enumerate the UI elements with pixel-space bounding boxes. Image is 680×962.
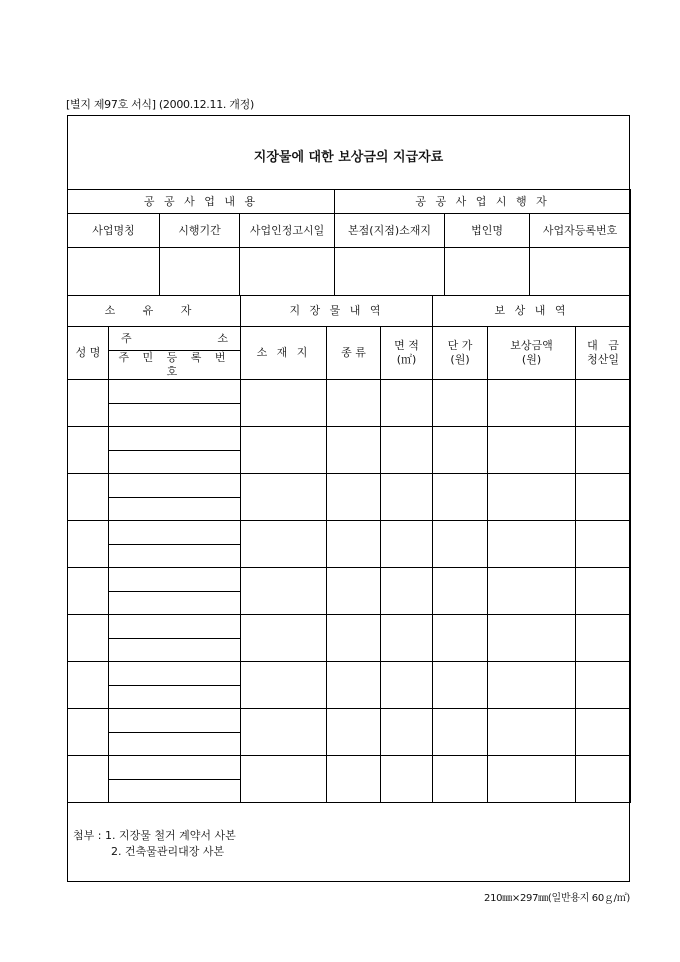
area-cell[interactable] <box>381 380 433 427</box>
project-table <box>67 189 631 296</box>
area-cell[interactable] <box>381 521 433 568</box>
owner-address-cell[interactable] <box>109 474 241 498</box>
owner-address-cell[interactable] <box>109 427 241 451</box>
comp-amount-cell[interactable] <box>488 474 576 521</box>
area-header <box>381 327 433 380</box>
location-cell[interactable] <box>241 568 327 615</box>
owner-name-cell[interactable] <box>68 427 109 474</box>
area-cell[interactable] <box>381 709 433 756</box>
payment-date-cell[interactable] <box>576 474 631 521</box>
owner-address-cell[interactable] <box>109 380 241 404</box>
unit-price-cell[interactable] <box>433 380 488 427</box>
unit-price-cell[interactable] <box>433 662 488 709</box>
table-row <box>68 756 631 780</box>
owner-resident-no-cell[interactable] <box>109 592 241 615</box>
kind-cell[interactable] <box>327 568 381 615</box>
location-cell[interactable] <box>241 521 327 568</box>
location-cell[interactable] <box>241 474 327 521</box>
unit-price-header <box>433 327 488 380</box>
project-name-header: 사업명칭 <box>68 214 160 248</box>
comp-amount-header-a: 보상금액 <box>510 339 553 352</box>
table-row <box>68 568 631 592</box>
project-notice-date-cell[interactable] <box>240 248 335 296</box>
owner-name-cell[interactable] <box>68 709 109 756</box>
owner-resident-no-cell[interactable] <box>109 545 241 568</box>
owner-name-cell[interactable] <box>68 756 109 803</box>
unit-price-cell[interactable] <box>433 427 488 474</box>
comp-amount-header <box>488 327 576 380</box>
table-row <box>68 380 631 404</box>
kind-cell[interactable] <box>327 427 381 474</box>
owner-resident-no-cell[interactable] <box>109 686 241 709</box>
owner-address-cell[interactable] <box>109 568 241 592</box>
location-cell[interactable] <box>241 662 327 709</box>
payment-date-header <box>576 327 631 380</box>
comp-amount-cell[interactable] <box>488 662 576 709</box>
location-cell[interactable] <box>241 380 327 427</box>
project-period-cell[interactable] <box>160 248 240 296</box>
location-cell[interactable] <box>241 615 327 662</box>
owner-address-cell[interactable] <box>109 521 241 545</box>
comp-amount-cell[interactable] <box>488 380 576 427</box>
owner-resident-no-cell[interactable] <box>109 404 241 427</box>
area-header-a: 면 적 <box>394 339 419 352</box>
address-header-b: 소 <box>217 331 228 345</box>
business-reg-no-header: 사업자등록번호 <box>530 214 631 248</box>
unit-price-header-a: 단 가 <box>447 339 473 352</box>
project-notice-date-header: 사업인정고시일 <box>240 214 335 248</box>
project-content-header: 공 공 사 업 내 용 <box>68 190 335 214</box>
address-header <box>109 327 241 351</box>
owner-header: 소 유 자 <box>68 296 241 327</box>
kind-cell[interactable] <box>327 521 381 568</box>
owner-name-cell[interactable] <box>68 568 109 615</box>
resident-no-header: 주 민 등 록 번 호 <box>109 351 241 380</box>
payment-date-cell[interactable] <box>576 709 631 756</box>
location-cell[interactable] <box>241 427 327 474</box>
detail-table <box>67 295 631 803</box>
kind-cell[interactable] <box>327 474 381 521</box>
table-row <box>68 709 631 733</box>
comp-amount-cell[interactable] <box>488 427 576 474</box>
payment-date-header-a: 대 금 <box>587 339 619 352</box>
form-title: 지장물에 대한 보상금의 지급자료 <box>253 150 444 165</box>
kind-cell[interactable] <box>327 756 381 803</box>
project-operator-header: 공 공 사 업 시 행 자 <box>335 190 631 214</box>
unit-price-cell[interactable] <box>433 521 488 568</box>
comp-amount-cell[interactable] <box>488 756 576 803</box>
table-row <box>68 474 631 498</box>
kind-cell[interactable] <box>327 615 381 662</box>
form-header: [별지 제97호 서식] (2000.12.11. 개정) <box>66 98 254 111</box>
corporation-name-cell[interactable] <box>445 248 530 296</box>
comp-amount-cell[interactable] <box>488 521 576 568</box>
owner-address-cell[interactable] <box>109 662 241 686</box>
location-header: 소 재 지 <box>241 327 327 380</box>
owner-address-cell[interactable] <box>109 709 241 733</box>
payment-date-cell[interactable] <box>576 427 631 474</box>
unit-price-cell[interactable] <box>433 756 488 803</box>
name-header: 성 명 <box>68 327 109 380</box>
comp-amount-cell[interactable] <box>488 568 576 615</box>
unit-price-cell[interactable] <box>433 474 488 521</box>
unit-price-cell[interactable] <box>433 615 488 662</box>
location-cell[interactable] <box>241 709 327 756</box>
payment-date-header-b: 청산일 <box>587 353 619 366</box>
owner-name-cell[interactable] <box>68 662 109 709</box>
kind-cell[interactable] <box>327 380 381 427</box>
owner-address-cell[interactable] <box>109 756 241 780</box>
table-row <box>68 615 631 639</box>
owner-name-cell[interactable] <box>68 380 109 427</box>
table-row <box>68 521 631 545</box>
unit-price-cell[interactable] <box>433 568 488 615</box>
compensation-header: 보 상 내 역 <box>433 296 631 327</box>
table-row <box>68 662 631 686</box>
area-cell[interactable] <box>381 427 433 474</box>
payment-date-cell[interactable] <box>576 615 631 662</box>
area-cell[interactable] <box>381 568 433 615</box>
owner-resident-no-cell[interactable] <box>109 451 241 474</box>
comp-amount-header-b: (원) <box>521 353 542 366</box>
kind-header: 종 류 <box>327 327 381 380</box>
unit-price-cell[interactable] <box>433 709 488 756</box>
paper-spec: 210㎜×297㎜(일반용지 60ｇ/㎡) <box>484 893 630 904</box>
area-cell[interactable] <box>381 474 433 521</box>
owner-name-cell[interactable] <box>68 521 109 568</box>
form-frame <box>67 115 630 882</box>
owner-address-cell[interactable] <box>109 615 241 639</box>
payment-date-cell[interactable] <box>576 568 631 615</box>
owner-resident-no-cell[interactable] <box>109 639 241 662</box>
head-office-header: 본점(지점)소재지 <box>335 214 445 248</box>
unit-price-header-b: (원) <box>450 353 470 366</box>
owner-resident-no-cell[interactable] <box>109 733 241 756</box>
comp-amount-cell[interactable] <box>488 615 576 662</box>
owner-name-cell[interactable] <box>68 615 109 662</box>
kind-cell[interactable] <box>327 709 381 756</box>
area-cell[interactable] <box>381 756 433 803</box>
payment-date-cell[interactable] <box>576 756 631 803</box>
table-row <box>68 427 631 451</box>
location-cell[interactable] <box>241 756 327 803</box>
project-period-header: 시행기간 <box>160 214 240 248</box>
area-cell[interactable] <box>381 615 433 662</box>
project-name-cell[interactable] <box>68 248 160 296</box>
address-header-a: 주 <box>121 331 132 345</box>
owner-resident-no-cell[interactable] <box>109 498 241 521</box>
payment-date-cell[interactable] <box>576 662 631 709</box>
attachments-label: 첨부 : <box>73 829 105 842</box>
owner-name-cell[interactable] <box>68 474 109 521</box>
kind-cell[interactable] <box>327 662 381 709</box>
owner-resident-no-cell[interactable] <box>109 780 241 803</box>
head-office-cell[interactable] <box>335 248 445 296</box>
corporation-name-header: 법인명 <box>445 214 530 248</box>
attachments-note <box>73 828 236 860</box>
attachment-item-1: 1. 지장물 철거 계약서 사본 <box>104 829 236 842</box>
area-header-b: (㎡) <box>396 353 417 366</box>
payment-date-cell[interactable] <box>576 380 631 427</box>
comp-amount-cell[interactable] <box>488 709 576 756</box>
obstacle-header: 지 장 물 내 역 <box>241 296 433 327</box>
attachment-item-2: 2. 건축물관리대장 사본 <box>111 845 225 858</box>
business-reg-no-cell[interactable] <box>530 248 631 296</box>
area-cell[interactable] <box>381 662 433 709</box>
payment-date-cell[interactable] <box>576 521 631 568</box>
